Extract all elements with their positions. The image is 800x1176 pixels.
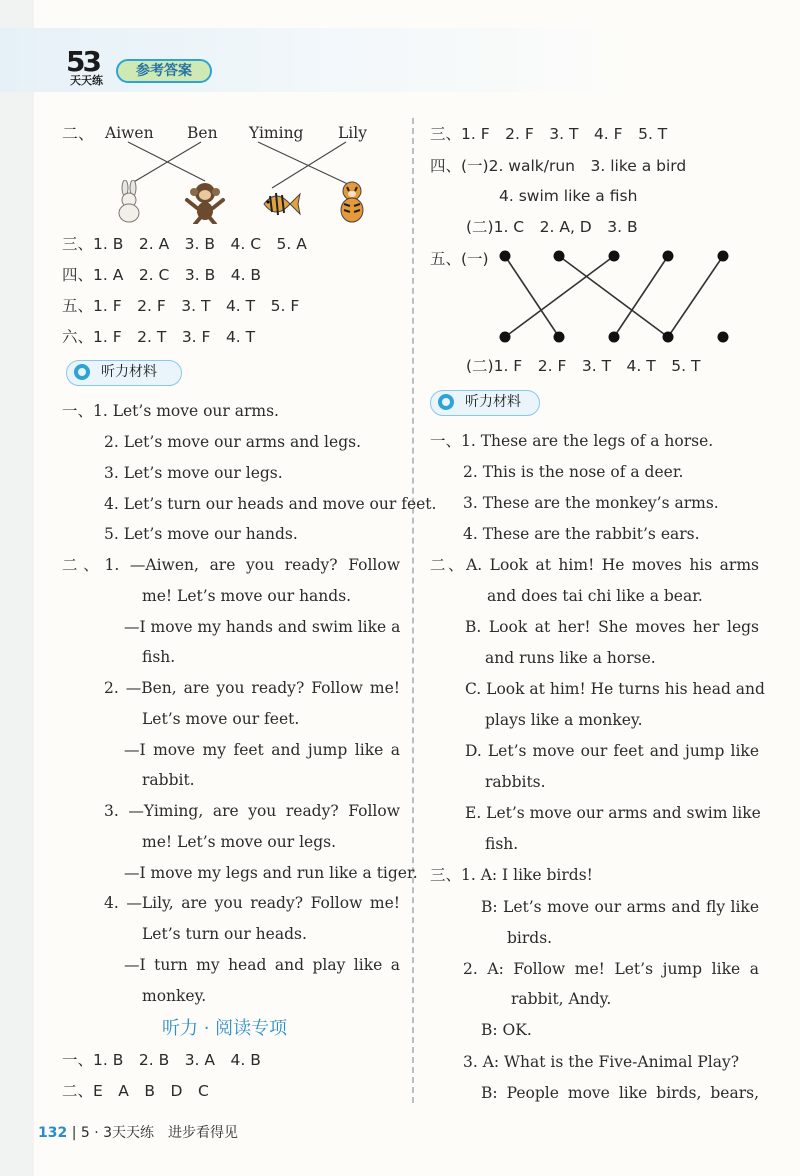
a3-line: rabbit, Andy.: [511, 990, 612, 1008]
s2-line: —I turn my head and play like a: [124, 956, 400, 974]
special-section-title: 听力 · 阅读专项: [162, 1018, 288, 1039]
a2-line: D. Let’s move our feet and jump like: [465, 742, 759, 760]
r5-number: 五、(一): [430, 250, 489, 268]
s1-line: 一、1. Let’s move our arms.: [62, 402, 279, 420]
footer-text: | 5 · 3天天练 进步看得见: [71, 1125, 239, 1141]
a2-line: and runs like a horse.: [485, 649, 656, 667]
s2-line: 2. —Ben, are you ready? Follow me!: [104, 679, 400, 697]
headphones-icon: [438, 394, 454, 410]
s2-line: me! Let’s move our hands.: [142, 587, 352, 605]
a1-line: 4. These are the rabbit’s ears.: [463, 525, 700, 543]
s2-line: monkey.: [142, 987, 207, 1005]
a1-line: 一、1. These are the legs of a horse.: [430, 432, 714, 450]
s1-line: 5. Let’s move our hands.: [104, 525, 298, 543]
a2-line: E. Let’s move our arms and swim like: [465, 804, 761, 822]
a3-line: B: OK.: [481, 1021, 532, 1039]
listening-tag-label: 听力材料: [101, 364, 157, 380]
name-yiming: Yiming: [249, 124, 304, 142]
a3-line: 三、1. A: I like birds!: [430, 866, 593, 884]
s2-line: 4. —Lily, are you ready? Follow me!: [104, 894, 400, 912]
r3-answers: 三、1. F 2. F 3. T 4. F 5. T: [430, 125, 668, 143]
a3-line: B: People move like birds, bears,: [481, 1084, 759, 1102]
sp1-answers: 一、1. B 2. B 3. A 4. B: [62, 1051, 261, 1069]
a3-line: birds.: [507, 929, 553, 947]
s2-line: rabbit.: [142, 771, 195, 789]
q4-answers: 四、1. A 2. C 3. B 4. B: [62, 266, 262, 284]
a2-line: fish.: [485, 835, 519, 853]
a2-line: plays like a monkey.: [485, 711, 643, 729]
s2-line: fish.: [142, 648, 176, 666]
a3-line: B: Let’s move our arms and fly like: [481, 898, 759, 916]
name-lily: Lily: [338, 124, 367, 142]
sp2-answers: 二、E A B D C: [62, 1082, 209, 1100]
logo-text: 天天练: [70, 74, 103, 87]
a2-line: B. Look at her! She moves her legs: [465, 618, 759, 636]
logo-number: 53: [66, 45, 99, 78]
a2-line: and does tai chi like a bear.: [487, 587, 703, 605]
r4-answers-b: 4. swim like a fish: [499, 187, 638, 205]
q6-answers: 六、1. F 2. T 3. F 4. T: [62, 328, 256, 346]
a2-line: C. Look at him! He turns his head and: [465, 680, 765, 698]
listening-material-tag: [430, 390, 540, 416]
s2-line: —I move my legs and run like a tiger.: [124, 864, 418, 882]
q5-answers: 五、1. F 2. F 3. T 4. T 5. F: [62, 297, 300, 315]
a3-line: 3. A: What is the Five-Animal Play?: [463, 1053, 740, 1071]
s1-line: 4. Let’s turn our heads and move our feet.: [104, 495, 437, 513]
s2-line: me! Let’s move our legs.: [142, 833, 336, 851]
s1-line: 2. Let’s move our arms and legs.: [104, 433, 361, 451]
s2-line: Let’s move our feet.: [142, 710, 300, 728]
a2-line: rabbits.: [485, 773, 546, 791]
page-footer: [38, 1122, 238, 1142]
a2-line: 二、A. Look at him! He moves his arms: [430, 556, 759, 574]
s2-line: Let’s turn our heads.: [142, 925, 307, 943]
name-aiwen: Aiwen: [105, 124, 154, 142]
q2-number: 二、: [62, 124, 95, 143]
answer-badge: 参考答案: [116, 59, 212, 83]
s1-line: 3. Let’s move our legs.: [104, 464, 283, 482]
a1-line: 3. These are the monkey’s arms.: [463, 494, 719, 512]
s2-line: —I move my hands and swim like a: [124, 618, 401, 636]
a1-line: 2. This is the nose of a deer.: [463, 463, 684, 481]
q3-answers: 三、1. B 2. A 3. B 4. C 5. A: [62, 235, 307, 253]
s2-line: 3. —Yiming, are you ready? Follow: [104, 802, 400, 820]
s2-line: 二、1. —Aiwen, are you ready? Follow: [62, 556, 400, 574]
s2-line: —I move my feet and jump like a: [124, 741, 400, 759]
r4-answers-a: 四、(一)2. walk/run 3. like a bird: [430, 157, 687, 175]
r5-answers-b: (二)1. F 2. F 3. T 4. T 5. T: [466, 357, 701, 375]
r4-answers-c: (二)1. C 2. A, D 3. B: [466, 218, 638, 236]
name-ben: Ben: [187, 124, 218, 142]
listening-tag-label: 听力材料: [465, 394, 521, 410]
a3-line: 2. A: Follow me! Let’s jump like a: [463, 960, 759, 978]
page-number: 132: [38, 1125, 68, 1141]
